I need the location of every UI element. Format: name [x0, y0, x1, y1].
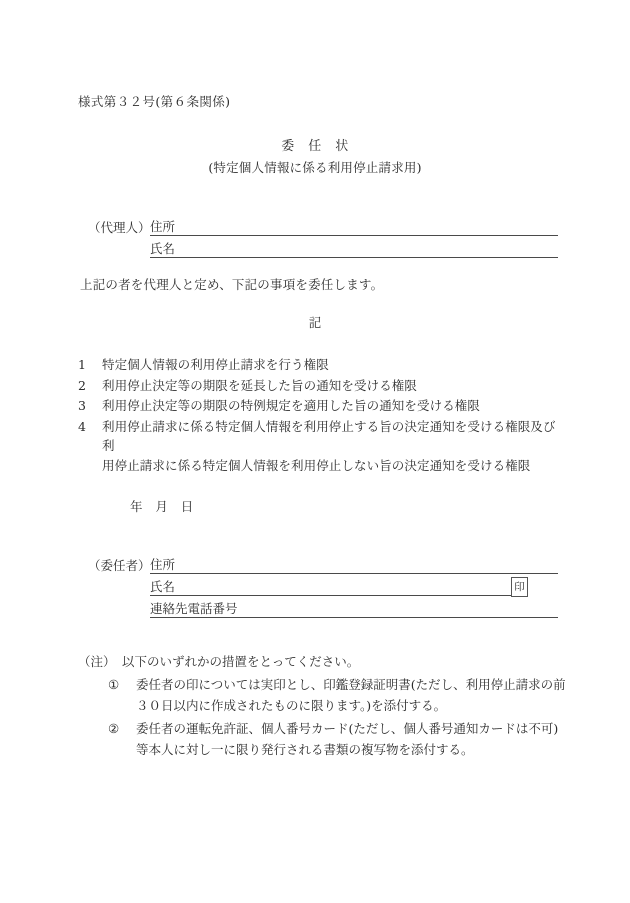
authority-item	[78, 355, 568, 375]
agent-address-field[interactable]	[150, 219, 558, 236]
delegator-address-field[interactable]	[150, 557, 558, 574]
ki-mark: 記	[308, 315, 322, 330]
authority-text-line2: 用停止請求に係る特定個人情報を利用停止しない旨の決定通知を受ける権限	[102, 457, 531, 473]
authority-number: 2	[78, 377, 86, 393]
note-marker: ①	[108, 677, 120, 692]
note-marker: ②	[108, 721, 120, 736]
document-title: 委 任 状	[281, 139, 349, 154]
authority-text-line1: 利用停止決定等の期限の特例規定を適用した旨の通知を受ける権限	[102, 398, 481, 413]
delegator-name-label: 氏名	[150, 579, 176, 594]
notes-label: （注）	[78, 654, 116, 669]
authority-number: 4	[78, 418, 86, 434]
delegation-statement: 上記の者を代理人と定め、下記の事項を委任します。	[80, 277, 384, 292]
notes-section	[78, 651, 578, 760]
note-item	[108, 718, 578, 760]
authority-text	[102, 355, 568, 375]
authority-text-line1: 利用停止請求に係る特定個人情報を利用停止する旨の決定通知を受ける権限及び利	[102, 418, 556, 453]
notes-heading-row	[78, 651, 578, 672]
delegator-phone-field[interactable]	[150, 601, 558, 618]
agent-name-label: 氏名	[150, 241, 176, 256]
authority-item	[78, 417, 568, 476]
agent-name-field[interactable]	[150, 241, 558, 258]
agent-section-label: （代理人）	[88, 220, 151, 235]
notes-heading-text: 以下のいずれかの措置をとってください。	[122, 654, 360, 669]
delegator-phone-row	[78, 596, 558, 618]
delegator-address-row	[78, 552, 558, 574]
note-text-line1: 委任者の運転免許証、個人番号カード(ただし、個人番号通知カードは不可)	[136, 721, 559, 736]
delegator-section	[78, 552, 558, 618]
form-number: 様式第３２号(第６条関係)	[78, 94, 231, 109]
delegator-phone-label: 連絡先電話番号	[150, 601, 238, 616]
authority-text-line1: 特定個人情報の利用停止請求を行う権限	[102, 357, 329, 372]
authority-number: 1	[78, 357, 86, 372]
authority-text	[102, 376, 568, 396]
authority-text	[102, 417, 568, 476]
delegator-name-field[interactable]	[150, 579, 514, 596]
agent-address-row	[78, 214, 558, 236]
note-text-line2: 等本人に対し一に限り発行される書類の複写物を添付する。	[136, 742, 474, 757]
agent-section	[78, 214, 558, 258]
agent-address-label: 住所	[150, 219, 176, 234]
note-body	[136, 718, 578, 760]
authority-number: 3	[78, 398, 86, 413]
authority-list	[78, 355, 568, 476]
date-line[interactable]: 年 月 日	[130, 499, 194, 514]
note-text-line2: ３０日以内に作成されたものに限ります。)を添付する。	[136, 698, 447, 713]
authority-item	[78, 376, 568, 396]
authority-text-line1: 利用停止決定等の期限を延長した旨の通知を受ける権限	[102, 377, 418, 393]
seal-stamp-box[interactable]: 印	[511, 577, 528, 597]
authority-text	[102, 396, 568, 416]
document-subtitle: (特定個人情報に係る利用停止請求用)	[208, 160, 422, 175]
delegator-name-row	[78, 574, 558, 596]
note-item	[108, 674, 578, 716]
note-body	[136, 674, 578, 716]
delegator-section-label: （委任者）	[88, 558, 151, 573]
delegator-address-label: 住所	[150, 557, 176, 572]
agent-name-row	[78, 236, 558, 258]
note-text-line1: 委任者の印については実印とし、印鑑登録証明書(ただし、利用停止請求の前	[136, 677, 566, 692]
authority-item	[78, 396, 568, 416]
